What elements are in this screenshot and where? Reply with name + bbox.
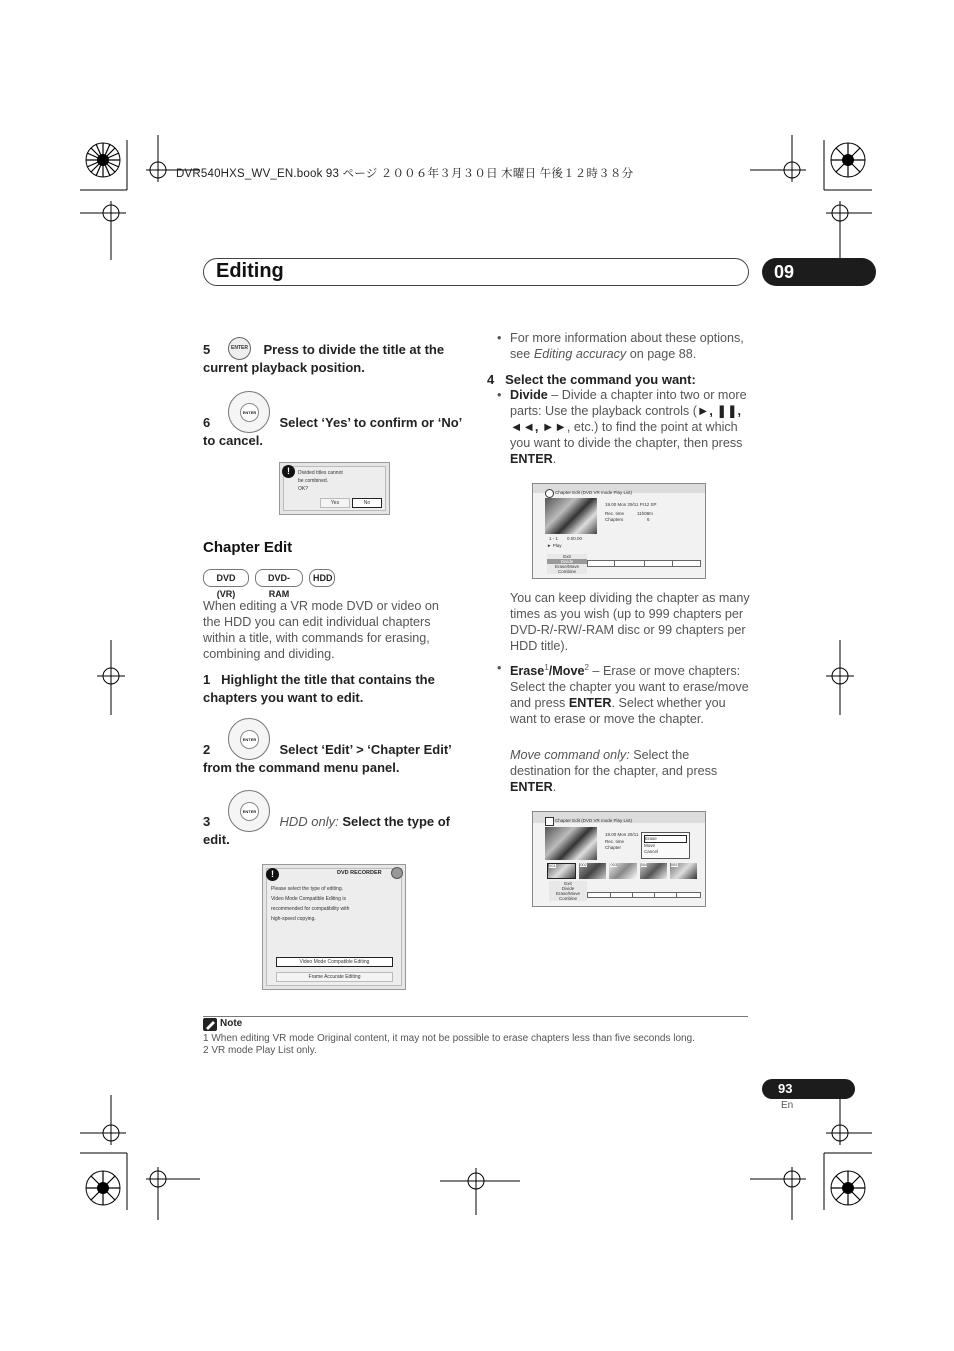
option-frame-accurate[interactable]: Frame Accurate Editing [276, 972, 393, 982]
media-badges [203, 569, 335, 599]
crop-mark-bottom-right [750, 1095, 880, 1220]
chapter-thumbnails [547, 863, 697, 879]
note-line-2: 2 VR mode Play List only. [203, 1045, 317, 1056]
command-menu [547, 554, 587, 574]
menu-exit[interactable]: Exit [547, 554, 587, 559]
warning-icon: ! [282, 465, 295, 478]
menu-divide[interactable]: Divide [549, 886, 587, 891]
disc-icon [545, 489, 554, 498]
popup-move[interactable]: Move [644, 843, 656, 848]
section-title: Chapter Edit [203, 539, 293, 556]
step-6 [203, 414, 465, 450]
chapter-thumbnail[interactable]: 003 [609, 863, 636, 879]
chapter-timeline [587, 560, 701, 567]
crop-mark-mid-right [826, 640, 856, 715]
play-status: ► Play [547, 543, 562, 548]
rec-time-label: Rec. time [605, 839, 625, 844]
menu-combine[interactable]: Combine [549, 896, 587, 901]
note-divider [203, 1016, 748, 1017]
disc-icon [391, 867, 403, 879]
erase-move-popup [641, 832, 690, 859]
step-1 [203, 671, 465, 707]
chapter-number-tab: 09 [762, 258, 876, 286]
step-3 [203, 813, 465, 849]
joystick-enter-label: ENTER [240, 403, 259, 422]
hdd-icon [545, 817, 554, 826]
step-3-number: 3 [203, 814, 211, 829]
step-5-number: 5 [203, 342, 211, 357]
chapters-label: Chapters [605, 517, 624, 522]
step-1-number: 1 [203, 672, 211, 687]
badge-hdd: HDD [309, 569, 335, 587]
playback-controls-icons: ►, ❚❚, ◄◄, ►► [510, 404, 741, 434]
confirm-dialog-screen [279, 462, 390, 515]
erase-move-bullet: • Erase$^1$/Move$^2$ – Erase or move chapters: Select the chapter you want to erase/move and press ENTER. Select whether you want to erase or move the chapter. [497, 661, 749, 727]
chapter-thumbnail[interactable]: 002 [579, 863, 606, 879]
video-preview-thumbnail [545, 498, 597, 534]
chapter-label: Chapter [605, 845, 622, 850]
dvd-recorder-brand: DVD RECORDER [337, 870, 382, 876]
screen-title: Chapter Edit (DVD VR mode Play List) [555, 490, 633, 495]
note-text [203, 1033, 763, 1057]
divide-bullet: • Divide – Divide a chapter into two or more parts: Use the playback controls (►, ❚❚, ◄◄, ►►, etc.) to find the point at which you want to divide the chapter, then press ENTER. [497, 388, 747, 466]
option-video-mode-compatible[interactable]: Video Mode Compatible Editing [276, 957, 393, 967]
note-line-1: 1 When editing VR mode Original content, it may not be possible to erase chapters less than five seconds long. [203, 1033, 695, 1044]
popup-cancel[interactable]: Cancel [644, 849, 659, 854]
badge-dvd-vr: DVD (VR) [203, 569, 249, 587]
joystick-enter-label: ENTER [240, 730, 259, 749]
info-bullet: • For more information about these options, see Editing accuracy on page 88. [497, 331, 744, 361]
dialog-message: Please select the type of editing. Video Mode Compatible Editing is recommended for compatibility with high-speed copying. [271, 886, 350, 922]
step-2-number: 2 [203, 742, 211, 757]
step-6-number: 6 [203, 415, 211, 430]
note-icon [203, 1018, 217, 1031]
command-menu [549, 881, 587, 901]
menu-exit[interactable]: Exit [549, 881, 587, 886]
chapter-index: 1 - 1 [549, 536, 559, 541]
step-3-text: Select the type of edit. [203, 814, 450, 847]
chapter-thumbnail[interactable]: 004 [640, 863, 667, 879]
menu-erase-move[interactable]: Erase/Move [547, 564, 587, 569]
crop-mark-mid-left [95, 640, 125, 715]
joystick-enter-label: ENTER [240, 802, 259, 821]
yes-button[interactable]: Yes [320, 498, 350, 508]
warning-icon: ! [266, 868, 279, 881]
chapter-edit-erase-move-screen [532, 811, 706, 907]
page-number: 93 [762, 1079, 855, 1099]
crop-mark-bottom-left [80, 1095, 200, 1220]
chapter-edit-intro: When editing a VR mode DVD or video on the HDD you can edit individual chapters within a title, with commands for erasing, combining and dividing. [203, 599, 439, 661]
badge-dvd-ram: DVD-RAM [255, 569, 303, 587]
menu-divide[interactable]: Divide [547, 559, 587, 564]
menu-erase-move[interactable]: Erase/Move [549, 891, 587, 896]
step-2-text: Select ‘Edit’ > ‘Chapter Edit’ from the command menu panel. [203, 742, 452, 775]
chapter-thumbnail[interactable]: 001 [547, 863, 576, 879]
time-counter: 0.00.00 [567, 536, 583, 541]
move-command-text: Move command only: Select the destination for the chapter, and press ENTER. [510, 748, 718, 794]
edit-type-dialog-screen [262, 864, 406, 990]
crop-mark-top-left [80, 135, 200, 260]
screen-info-line1: 19.00 Mon 29/11 [605, 832, 639, 837]
step-2 [203, 741, 465, 777]
rec-time-value: 11h08m [637, 511, 653, 516]
enter-button-icon: ENTER [228, 337, 251, 360]
step-4-number: 4 [487, 372, 495, 387]
chapter-timeline [587, 892, 701, 898]
page-title: Editing [216, 260, 284, 282]
menu-combine[interactable]: Combine [547, 569, 587, 574]
language-code: En [781, 1100, 794, 1111]
chapters-value: 6 [647, 517, 650, 522]
note-label: Note [220, 1018, 243, 1029]
screen-info-line1: 19.00 Mon 29/11 Pr12 SP [605, 502, 657, 507]
book-file-line: DVR540HXS_WV_EN.book 93 ページ ２００６年３月３０日 木曜日 午後１２時３８分 [176, 168, 634, 180]
divide-more-text: You can keep dividing the chapter as many times as you wish (up to 999 chapters per DVD-R/-RW/-RAM disc or 99 chapters per HDD title). [510, 591, 750, 653]
crop-mark-bottom-center [440, 1160, 520, 1220]
header-bar [203, 258, 749, 286]
step-4-text: Select the command you want: [505, 372, 696, 387]
step-3-prefix: HDD only: [279, 814, 339, 829]
rec-time-label: Rec. time [605, 511, 625, 516]
screen-title: Chapter Edit (DVD VR mode Play List) [555, 818, 633, 823]
crop-mark-top-right [750, 135, 880, 260]
video-preview-thumbnail [545, 827, 597, 860]
chapter-thumbnail[interactable]: 005 [670, 863, 697, 879]
step-1-text: Highlight the title that contains the chapters you want to edit. [203, 672, 435, 705]
no-button[interactable]: No [352, 498, 382, 508]
dialog-message: Divided titles cannot be combined. OK? [298, 470, 343, 492]
chapter-edit-divide-screen [532, 483, 706, 579]
step-6-text: Select ‘Yes’ to confirm or ‘No’ to cancel. [203, 415, 462, 448]
popup-erase[interactable]: Erase [644, 835, 687, 843]
step-5-text: Press to divide the title at the current playback position. [203, 342, 445, 375]
